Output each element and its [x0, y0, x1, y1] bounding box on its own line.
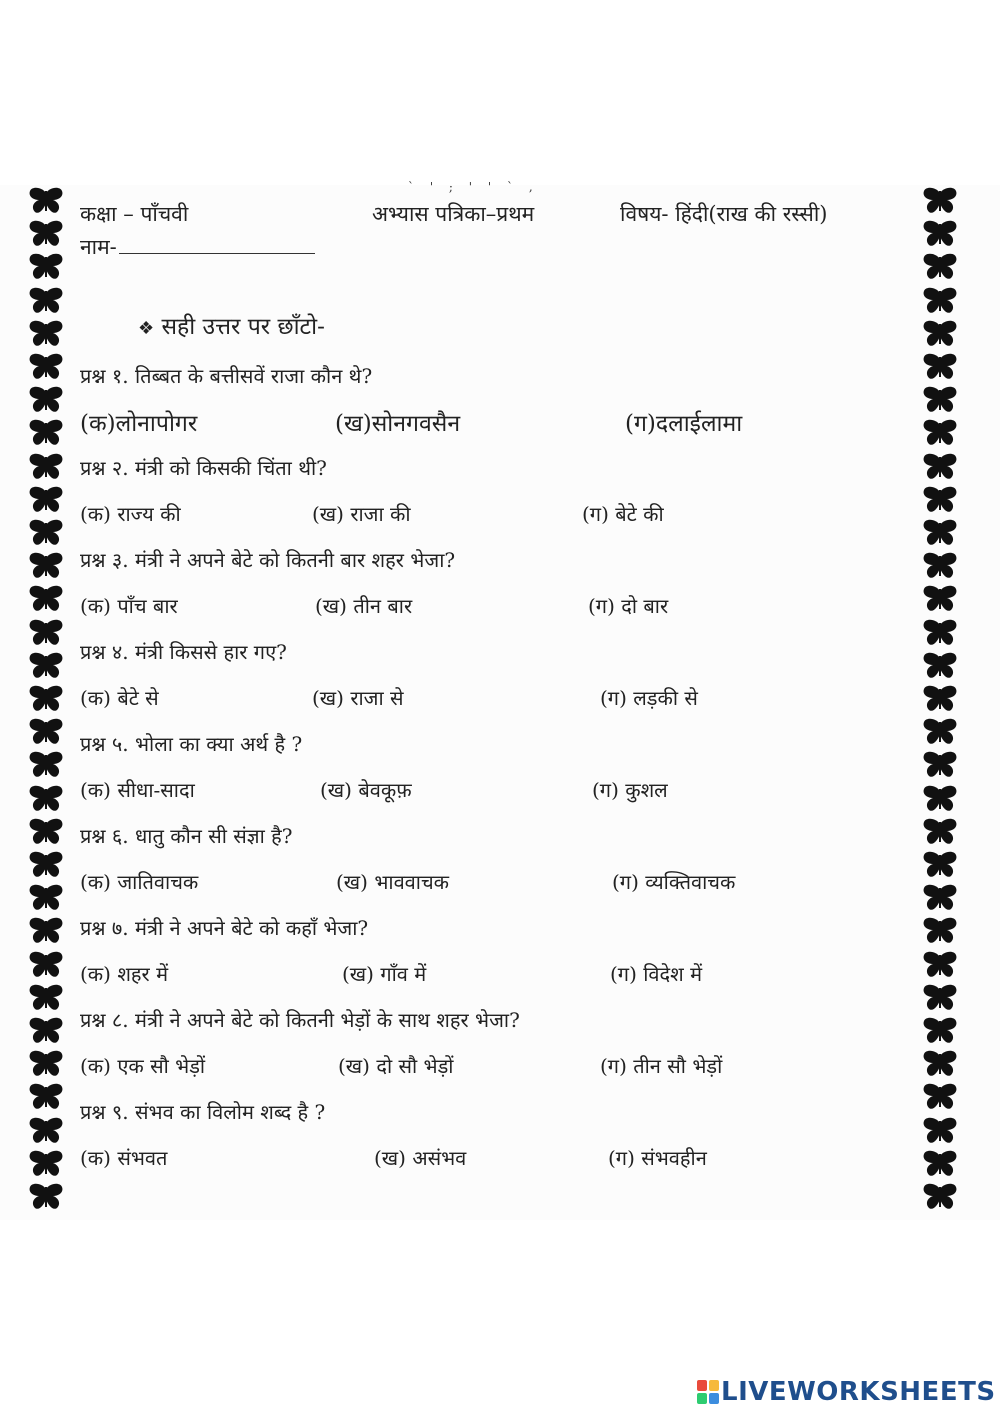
- option-6-c[interactable]: (ग) व्यक्तिवाचक: [612, 870, 736, 894]
- option-2-a[interactable]: (क) राज्य की: [80, 502, 181, 526]
- butterfly-icon: [922, 1150, 958, 1178]
- butterfly-icon: [28, 320, 64, 348]
- diamond-bullet-icon: ❖: [138, 318, 155, 339]
- butterfly-icon: [28, 1150, 64, 1178]
- butterfly-icon: [922, 419, 958, 447]
- butterfly-icon: [922, 253, 958, 281]
- butterfly-icon: [28, 917, 64, 945]
- butterfly-icon: [922, 453, 958, 481]
- stray-marks: ` ' ; ' ' ` ,: [408, 180, 539, 194]
- butterfly-icon: [922, 1117, 958, 1145]
- butterfly-icon: [922, 1050, 958, 1078]
- butterfly-icon: [922, 585, 958, 613]
- butterfly-icon: [28, 1183, 64, 1211]
- instruction-text: सही उत्तर पर छाँटो-: [161, 314, 325, 340]
- question-2: प्रश्न २. मंत्री को किसकी चिंता थी?: [80, 456, 327, 480]
- butterfly-icon: [922, 818, 958, 846]
- butterfly-icon: [922, 187, 958, 215]
- butterfly-icon: [28, 1117, 64, 1145]
- butterfly-icon: [28, 287, 64, 315]
- option-3-c[interactable]: (ग) दो बार: [588, 594, 669, 618]
- question-3: प्रश्न ३. मंत्री ने अपने बेटे को कितनी बार शहर भेजा?: [80, 548, 456, 572]
- butterfly-icon: [922, 884, 958, 912]
- option-9-a[interactable]: (क) संभवत: [80, 1146, 168, 1170]
- option-1-a[interactable]: (क)लोनापोगर: [80, 411, 198, 437]
- butterfly-icon: [922, 1083, 958, 1111]
- name-label: नाम-: [80, 235, 117, 259]
- question-1: प्रश्न १. तिब्बत के बत्तीसवें राजा कौन थे?: [80, 364, 373, 388]
- option-6-a[interactable]: (क) जातिवाचक: [80, 870, 199, 894]
- option-9-b[interactable]: (ख) असंभव: [374, 1146, 467, 1170]
- question-8: प्रश्न ८. मंत्री ने अपने बेटे को कितनी भेड़ों के साथ शहर भेजा?: [80, 1008, 520, 1032]
- option-5-a[interactable]: (क) सीधा-सादा: [80, 778, 195, 802]
- butterfly-icon: [922, 386, 958, 414]
- butterfly-icon: [28, 519, 64, 547]
- logo-mark-icon: [697, 1380, 719, 1404]
- option-8-c[interactable]: (ग) तीन सौ भेड़ों: [600, 1054, 723, 1078]
- butterfly-icon: [28, 984, 64, 1012]
- butterfly-icon: [922, 917, 958, 945]
- butterfly-border-right: [916, 185, 964, 1220]
- question-7: प्रश्न ७. मंत्री ने अपने बेटे को कहाँ भेजा?: [80, 916, 369, 940]
- butterfly-icon: [28, 1083, 64, 1111]
- butterfly-icon: [28, 220, 64, 248]
- butterfly-icon: [28, 1017, 64, 1045]
- option-1-b[interactable]: (ख)सोनगवसैन: [335, 411, 461, 437]
- butterfly-icon: [28, 419, 64, 447]
- option-7-a[interactable]: (क) शहर में: [80, 962, 169, 986]
- option-7-b[interactable]: (ख) गाँव में: [342, 962, 427, 986]
- butterfly-icon: [922, 287, 958, 315]
- option-8-a[interactable]: (क) एक सौ भेड़ों: [80, 1054, 206, 1078]
- question-6: प्रश्न ६. धातु कौन सी संज्ञा है?: [80, 824, 293, 848]
- butterfly-icon: [922, 1183, 958, 1211]
- option-4-c[interactable]: (ग) लड़की से: [600, 686, 698, 710]
- option-2-c[interactable]: (ग) बेटे की: [582, 502, 664, 526]
- butterfly-icon: [28, 187, 64, 215]
- butterfly-icon: [28, 386, 64, 414]
- butterfly-icon: [922, 486, 958, 514]
- class-label: कक्षा – पाँचवी: [80, 202, 189, 226]
- butterfly-icon: [28, 619, 64, 647]
- butterfly-border-left: [22, 185, 70, 1220]
- name-blank-line[interactable]: [119, 233, 315, 254]
- option-5-b[interactable]: (ख) बेवकूफ़: [320, 778, 412, 802]
- name-row: [80, 233, 315, 261]
- butterfly-icon: [922, 951, 958, 979]
- subject-label: विषय- हिंदी(राख की रस्सी): [620, 202, 828, 226]
- butterfly-icon: [922, 1017, 958, 1045]
- butterfly-icon: [922, 552, 958, 580]
- logo-text: LIVEWORKSHEETS: [721, 1377, 996, 1407]
- butterfly-icon: [922, 619, 958, 647]
- butterfly-icon: [28, 1050, 64, 1078]
- butterfly-icon: [28, 851, 64, 879]
- worksheet-title: अभ्यास पत्रिका–प्रथम: [372, 202, 535, 226]
- butterfly-icon: [28, 453, 64, 481]
- option-3-b[interactable]: (ख) तीन बार: [315, 594, 413, 618]
- butterfly-icon: [922, 353, 958, 381]
- instruction: [138, 309, 325, 341]
- option-3-a[interactable]: (क) पाँच बार: [80, 594, 178, 618]
- question-4: प्रश्न ४. मंत्री किससे हार गए?: [80, 640, 287, 664]
- option-7-c[interactable]: (ग) विदेश में: [610, 962, 703, 986]
- butterfly-icon: [922, 519, 958, 547]
- option-4-b[interactable]: (ख) राजा से: [312, 686, 404, 710]
- butterfly-icon: [922, 984, 958, 1012]
- butterfly-icon: [922, 751, 958, 779]
- butterfly-icon: [28, 751, 64, 779]
- butterfly-icon: [28, 785, 64, 813]
- butterfly-icon: [922, 220, 958, 248]
- butterfly-icon: [28, 951, 64, 979]
- butterfly-icon: [28, 884, 64, 912]
- butterfly-icon: [28, 685, 64, 713]
- option-4-a[interactable]: (क) बेटे से: [80, 686, 159, 710]
- butterfly-icon: [922, 652, 958, 680]
- butterfly-icon: [922, 851, 958, 879]
- option-8-b[interactable]: (ख) दो सौ भेड़ों: [338, 1054, 454, 1078]
- butterfly-icon: [28, 652, 64, 680]
- butterfly-icon: [922, 320, 958, 348]
- option-6-b[interactable]: (ख) भाववाचक: [336, 870, 450, 894]
- butterfly-icon: [28, 718, 64, 746]
- butterfly-icon: [28, 585, 64, 613]
- butterfly-icon: [28, 818, 64, 846]
- question-9: प्रश्न ९. संभव का विलोम शब्द है ?: [80, 1100, 326, 1124]
- butterfly-icon: [28, 353, 64, 381]
- butterfly-icon: [922, 718, 958, 746]
- option-1-c[interactable]: (ग)दलाईलामा: [625, 411, 743, 437]
- option-5-c[interactable]: (ग) कुशल: [592, 778, 668, 802]
- butterfly-icon: [922, 785, 958, 813]
- option-9-c[interactable]: (ग) संभवहीन: [608, 1146, 707, 1170]
- butterfly-icon: [28, 552, 64, 580]
- option-2-b[interactable]: (ख) राजा की: [312, 502, 411, 526]
- butterfly-icon: [28, 486, 64, 514]
- butterfly-icon: [28, 253, 64, 281]
- butterfly-icon: [922, 685, 958, 713]
- question-5: प्रश्न ५. भोला का क्या अर्थ है ?: [80, 732, 303, 756]
